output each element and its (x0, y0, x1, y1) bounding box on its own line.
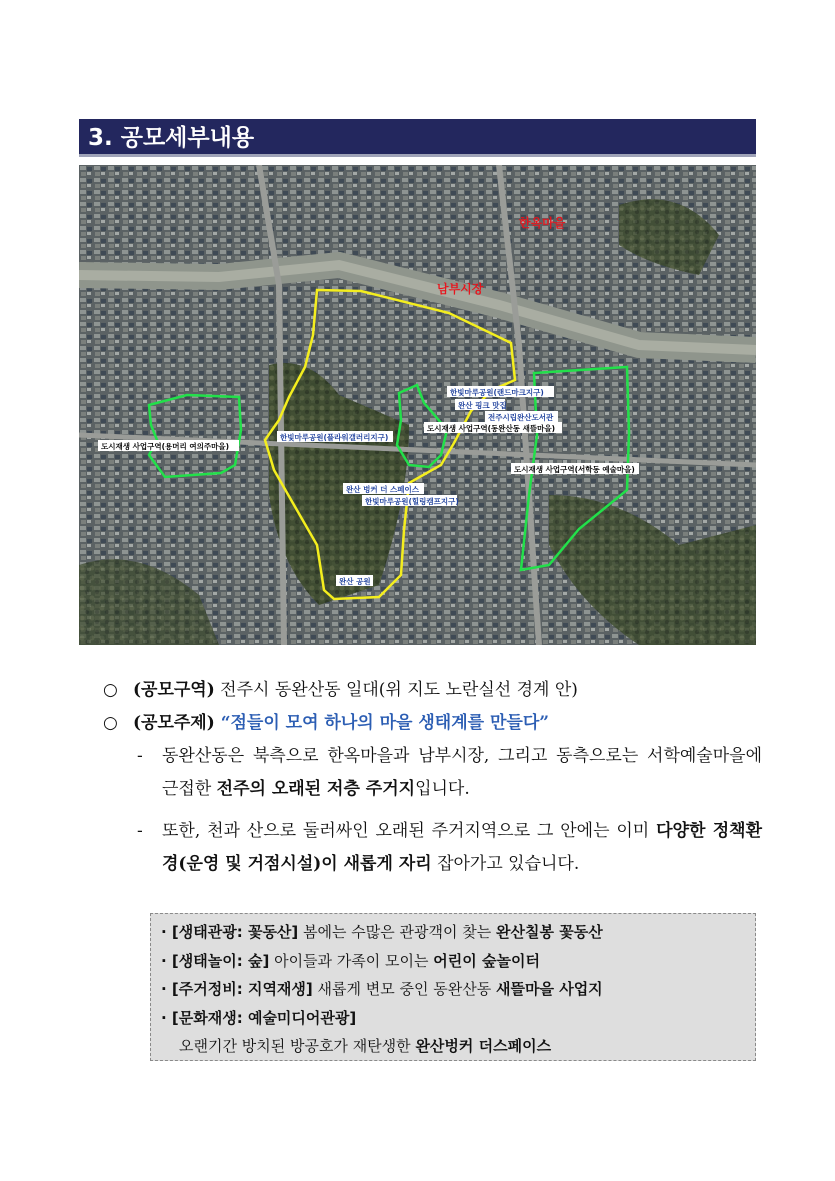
para-text-end: 잡아가고 있습니다. (431, 854, 580, 874)
map-label-bunker: 완산 벙커 더 스페이스 (346, 485, 420, 494)
bullet-area (103, 678, 578, 702)
map-label-urban-seohak: 도시재생 사업구역(서학동 예술마을) (514, 465, 635, 474)
map-label-hanok: 한옥마을 (519, 216, 566, 230)
para-text-end: 입니다. (415, 779, 470, 799)
bullet-label: (공모주제) (133, 713, 215, 733)
map-label-healing: 한빛마루공원(힐링캠프지구) (365, 497, 459, 506)
map-label-landmark: 한빛마루공원(랜드마크지구) (450, 388, 544, 397)
para-text: 동완산동은 북측으로 한옥마을과 남부시장, 그리고 동측으로는 서학예술마을에 근접한 (162, 746, 762, 799)
bullet-text: 전주시 동완산동 일대(위 지도 노란실선 경계 안) (214, 680, 578, 700)
box-item: · [생태놀이: 숲] 아이들과 가족이 모이는 어린이 숲놀이터 (161, 951, 540, 970)
map-label-culture-park: 한빛마루공원(플라워갤러리지구) (280, 433, 389, 442)
dash: - (137, 746, 143, 766)
para-bold: 전주의 오래된 저층 주거지 (216, 779, 416, 799)
box-item-continuation: 오랜기간 방치된 방공호가 재탄생한 완산벙커 더스페이스 (179, 1037, 552, 1055)
map-label-library: 전주시립완산도서관 (488, 413, 554, 422)
bullet-theme (103, 711, 549, 735)
map-label-wansan-park: 완산 공원 (339, 577, 371, 586)
box-item: · [생태관광: 꽃동산] 봄에는 수많은 관광객이 찾는 완산칠봉 꽃동산 (161, 923, 603, 941)
para-text: 또한, 천과 산으로 둘러싸인 오래된 주거지역으로 그 안에는 이미 (162, 821, 657, 841)
map-label-urban-yongmeori: 도시재생 사업구역(용머리 여의주마을) (101, 442, 229, 451)
theme-quote: “점들이 모여 하나의 마을 생태계를 만들다” (214, 713, 550, 733)
map-label-urban-dongwansan: 도시재생 사업구역(동완산동 새뜰마을) (427, 424, 555, 433)
box-item: · [문화재생: 예술미디어관광] (161, 1008, 357, 1027)
box-item: · [주거정비: 지역재생] 새롭게 변모 중인 동완산동 새뜰마을 사업지 (161, 980, 603, 998)
paragraph-location (137, 740, 762, 806)
bullet-marker: ○ (103, 713, 118, 733)
section-title: 3. 공모세부내용 (79, 119, 756, 157)
dash: - (137, 821, 143, 841)
highlight-box (150, 913, 756, 1061)
paragraph-policy (137, 815, 762, 881)
para-bold: 다양한 정책환경(운영 및 거점시설)이 새롭게 자리 (162, 821, 762, 874)
map-label-nambu: 남부시장 (437, 282, 484, 296)
bullet-marker: ○ (103, 680, 118, 700)
aerial-map (79, 165, 756, 645)
map-label-cafe: 완산 핑크 맛집 (458, 401, 507, 410)
bullet-label: (공모구역) (133, 680, 215, 700)
